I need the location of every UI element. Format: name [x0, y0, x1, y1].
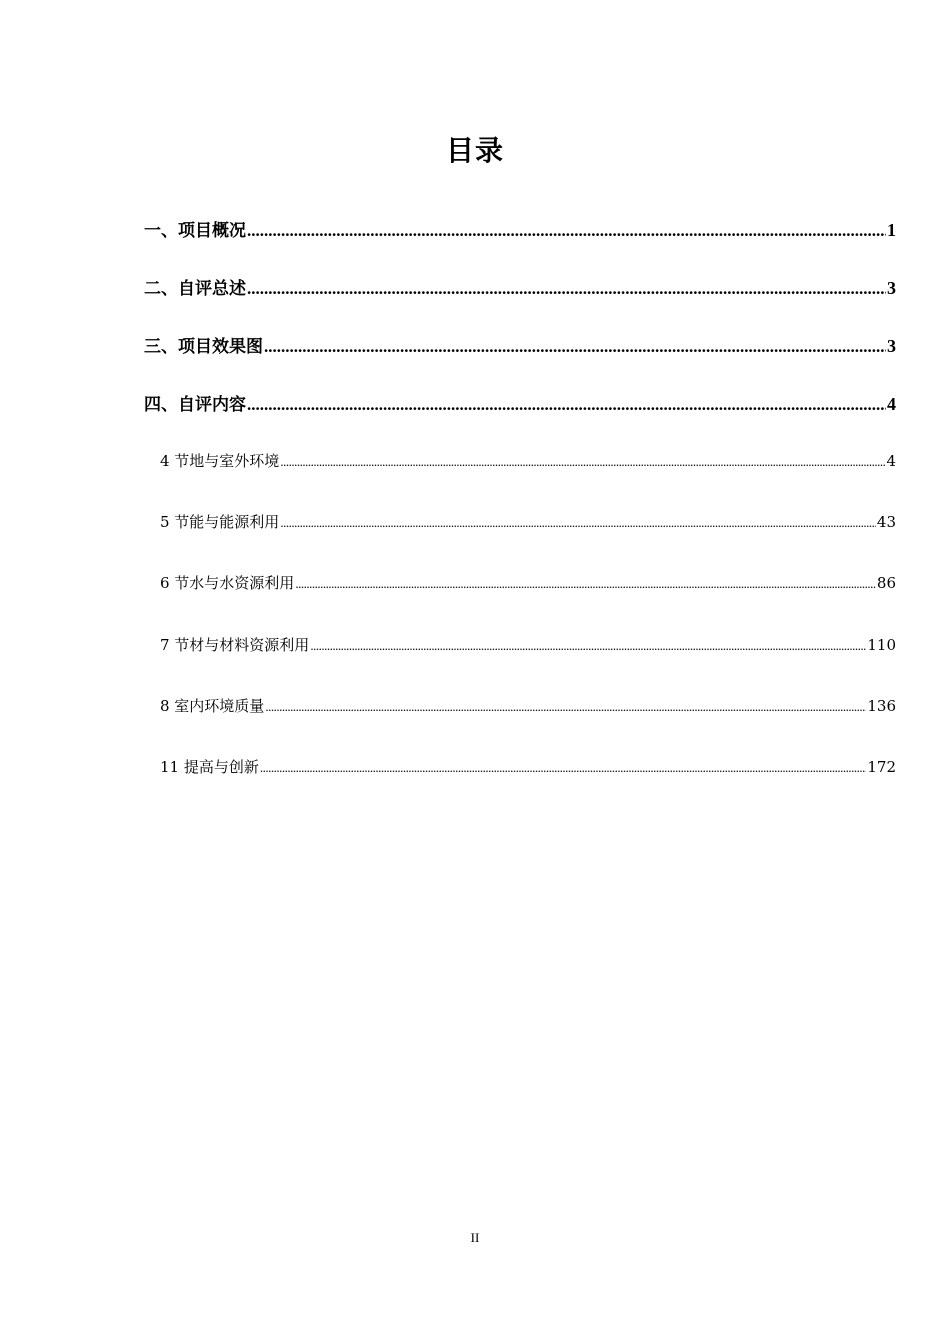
toc-entry-page: 43	[876, 513, 896, 531]
toc-entry-project-overview[interactable]	[144, 218, 896, 243]
toc-entry-page: 4	[887, 394, 896, 414]
toc-dot-leader	[310, 635, 866, 657]
toc-dot-leader	[260, 757, 867, 779]
toc-entry-improvement-innovation[interactable]	[160, 756, 896, 779]
toc-entry-label: 一、项目概况	[144, 221, 246, 241]
toc-entry-page: 172	[867, 758, 896, 776]
toc-entry-page: 136	[867, 697, 896, 715]
toc-entry-label: 二、自评总述	[144, 279, 246, 299]
toc-entry-material-saving[interactable]	[160, 634, 896, 657]
toc-dot-leader	[247, 393, 886, 417]
toc-entry-label: 四、自评内容	[144, 395, 246, 415]
toc-entry-label: 4 节地与室外环境	[160, 452, 280, 470]
toc-dot-leader	[265, 696, 866, 718]
toc-entry-page: 3	[887, 278, 896, 298]
toc-entry-label: 5 节能与能源利用	[160, 513, 280, 531]
toc-entry-energy-saving[interactable]	[160, 511, 896, 534]
toc-entry-page: 3	[887, 336, 896, 356]
toc-entry-indoor-environment[interactable]	[160, 695, 896, 718]
toc-entry-label: 三、项目效果图	[144, 337, 263, 357]
toc-entry-label: 11 提高与创新	[160, 758, 259, 776]
toc-entry-page: 86	[876, 574, 896, 592]
toc-dot-leader	[295, 573, 876, 595]
page-title: 目录	[445, 134, 504, 167]
page-number: II	[470, 1230, 480, 1245]
toc-entry-page: 110	[867, 636, 896, 654]
toc-entry-label: 7 节材与材料资源利用	[160, 636, 310, 654]
toc-entry-page: 4	[886, 452, 896, 470]
toc-dot-leader	[264, 335, 886, 359]
toc-entry-self-evaluation-content[interactable]	[144, 392, 896, 417]
toc-entry-project-renderings[interactable]	[144, 334, 896, 359]
toc-dot-leader	[247, 219, 886, 243]
toc-entry-label: 8 室内环境质量	[160, 697, 265, 715]
toc-entry-land-saving[interactable]	[160, 450, 896, 473]
toc-dot-leader	[247, 277, 886, 301]
toc-entry-page: 1	[887, 220, 896, 240]
toc-entry-label: 6 节水与水资源利用	[160, 574, 295, 592]
toc-dot-leader	[280, 451, 885, 473]
toc-dot-leader	[280, 512, 876, 534]
toc-entry-water-saving[interactable]	[160, 572, 896, 595]
toc-entry-self-evaluation-summary[interactable]	[144, 276, 896, 301]
